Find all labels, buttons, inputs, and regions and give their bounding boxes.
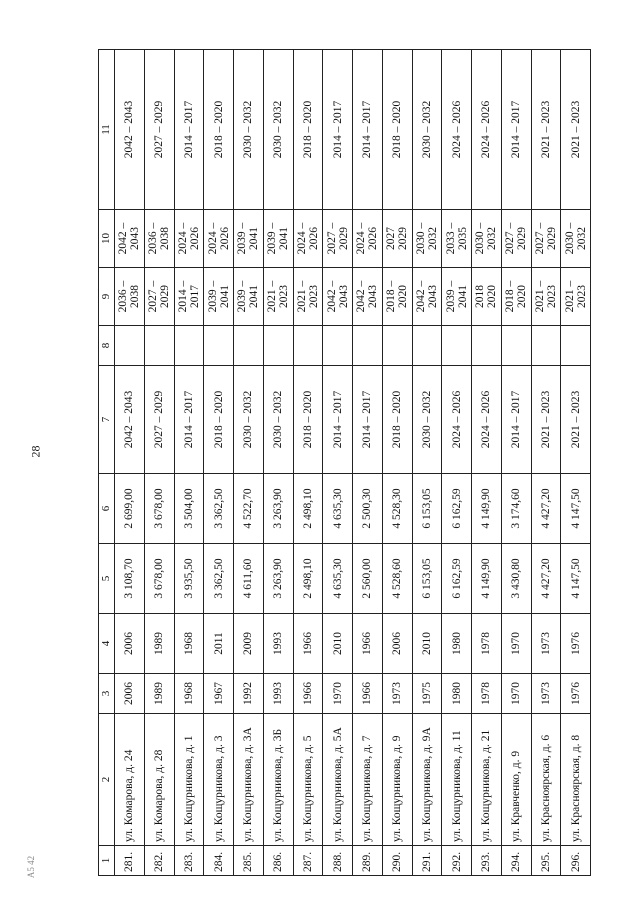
living-area-cell: 3 362,50 <box>204 474 234 544</box>
year-built-cell: 1975 <box>412 674 442 714</box>
living-area-cell: 4 149,90 <box>472 474 502 544</box>
total-area-cell: 3 362,50 <box>204 544 234 614</box>
total-area-cell: 2 498,10 <box>293 544 323 614</box>
period-9-cell <box>204 268 234 326</box>
period-10-cell <box>204 210 234 268</box>
period-9-cell <box>501 268 531 326</box>
year-built-cell: 1980 <box>442 674 472 714</box>
total-area-cell: 3 108,70 <box>115 544 145 614</box>
column-8-cell <box>293 326 323 366</box>
total-area-cell: 3 263,90 <box>263 544 293 614</box>
living-area-cell: 3 678,00 <box>144 474 174 544</box>
address-cell: ул. Кощурникова, д. 21 <box>472 714 502 846</box>
period-line: 2039 – <box>236 222 249 255</box>
column-header-5: 5 <box>99 544 115 614</box>
period-line: 2029 <box>545 227 558 250</box>
period-line: 2043 <box>426 285 439 308</box>
final-period-cell: 2018 – 2020 <box>204 50 234 210</box>
period-line: 2035 <box>456 227 469 250</box>
column-8-cell <box>353 326 383 366</box>
period-line: 2018 <box>474 285 487 308</box>
total-area-cell: 6 162,59 <box>442 544 472 614</box>
address-cell: ул. Кощурникова, д. 11 <box>442 714 472 846</box>
column-header-4: 4 <box>99 614 115 674</box>
final-period-cell: 2030 – 2032 <box>263 50 293 210</box>
period-line: 2029 <box>516 227 529 250</box>
period-9-cell <box>531 268 561 326</box>
period-10-cell <box>501 210 531 268</box>
table-row <box>263 50 293 876</box>
period-line: 2042 – <box>355 280 368 313</box>
period-line: 2024 – <box>206 222 219 255</box>
final-period-cell: 2021 – 2023 <box>531 50 561 210</box>
period-line: 2027 – <box>325 222 338 255</box>
row-number-cell: 291. <box>412 846 442 876</box>
period-line: 2030 – <box>563 222 576 255</box>
header-row <box>99 50 115 876</box>
year-built-cell: 1968 <box>174 674 204 714</box>
living-area-cell: 2 498,10 <box>293 474 323 544</box>
column-8-cell <box>115 326 145 366</box>
repair-period-cell: 2024 – 2026 <box>472 366 502 474</box>
row-number-cell: 290. <box>382 846 412 876</box>
year-cell: 2010 <box>412 614 442 674</box>
living-area-cell: 2 699,00 <box>115 474 145 544</box>
period-line: 2032 <box>575 227 588 250</box>
table-row <box>115 50 145 876</box>
address-cell: ул. Кощурникова, д. 5А <box>323 714 353 846</box>
period-10-cell <box>353 210 383 268</box>
period-line: 2023 <box>545 285 558 308</box>
year-built-cell: 1976 <box>561 674 591 714</box>
final-period-cell: 2018 – 2020 <box>382 50 412 210</box>
total-area-cell: 4 635,30 <box>323 544 353 614</box>
table-row <box>174 50 204 876</box>
period-line: 2041 <box>248 285 261 308</box>
period-line: 2036 – <box>147 222 160 255</box>
year-built-cell: 1989 <box>144 674 174 714</box>
year-cell: 1966 <box>293 614 323 674</box>
year-built-cell: 1970 <box>323 674 353 714</box>
address-cell: ул. Кощурникова, д. 9 <box>382 714 412 846</box>
column-8-cell <box>531 326 561 366</box>
repair-period-cell: 2018 – 2020 <box>382 366 412 474</box>
period-line: 2029 <box>337 227 350 250</box>
row-number-cell: 286. <box>263 846 293 876</box>
period-line: 2033 – <box>444 222 457 255</box>
total-area-cell: 3 935,50 <box>174 544 204 614</box>
period-9-cell <box>144 268 174 326</box>
column-8-cell <box>472 326 502 366</box>
period-9-cell <box>382 268 412 326</box>
table-row <box>531 50 561 876</box>
year-cell: 2010 <box>323 614 353 674</box>
period-line: 2029 <box>159 285 172 308</box>
table-row <box>293 50 323 876</box>
column-header-2: 2 <box>99 714 115 846</box>
period-line: 2038 <box>159 227 172 250</box>
period-line: 2043 <box>337 285 350 308</box>
row-number-cell: 293. <box>472 846 502 876</box>
column-header-10: 10 <box>99 210 115 268</box>
total-area-cell: 4 147,50 <box>561 544 591 614</box>
total-area-cell: 4 149,90 <box>472 544 502 614</box>
year-built-cell: 1973 <box>531 674 561 714</box>
final-period-cell: 2014 – 2017 <box>323 50 353 210</box>
column-header-7: 7 <box>99 366 115 474</box>
page-number: 28 <box>28 445 43 458</box>
period-9-cell <box>412 268 442 326</box>
corner-mark: A5 42 <box>26 855 37 879</box>
column-header-11: 11 <box>99 50 115 210</box>
repair-period-cell: 2042 – 2043 <box>115 366 145 474</box>
repair-period-cell: 2018 – 2020 <box>293 366 323 474</box>
total-area-cell: 4 528,60 <box>382 544 412 614</box>
period-line: 2021 – <box>266 280 279 313</box>
table-row <box>234 50 264 876</box>
address-cell: ул. Кощурникова, д. 3 <box>204 714 234 846</box>
table-row <box>353 50 383 876</box>
final-period-cell: 2018 – 2020 <box>293 50 323 210</box>
period-line: 2023 <box>278 285 291 308</box>
period-line: 2020 <box>397 285 410 308</box>
address-cell: ул. Кравченко, д. 9 <box>501 714 531 846</box>
period-line: 2020 <box>486 285 499 308</box>
repair-period-cell: 2014 – 2017 <box>353 366 383 474</box>
repair-period-cell: 2014 – 2017 <box>501 366 531 474</box>
column-header-6: 6 <box>99 474 115 544</box>
year-built-cell: 1966 <box>353 674 383 714</box>
period-line: 2023 <box>575 285 588 308</box>
final-period-cell: 2014 – 2017 <box>353 50 383 210</box>
table-row <box>412 50 442 876</box>
row-number-cell: 282. <box>144 846 174 876</box>
period-line: 2042 – <box>414 280 427 313</box>
living-area-cell: 2 500,30 <box>353 474 383 544</box>
period-10-cell <box>472 210 502 268</box>
year-cell: 1976 <box>561 614 591 674</box>
row-number-cell: 283. <box>174 846 204 876</box>
final-period-cell: 2027 – 2029 <box>144 50 174 210</box>
year-cell: 1989 <box>144 614 174 674</box>
period-line: 2039 – <box>206 280 219 313</box>
repair-period-cell: 2021 – 2023 <box>561 366 591 474</box>
period-line: 2041 <box>278 227 291 250</box>
year-cell: 2006 <box>115 614 145 674</box>
table-row <box>472 50 502 876</box>
living-area-cell: 4 522,70 <box>234 474 264 544</box>
final-period-cell: 2021 – 2023 <box>561 50 591 210</box>
period-line: 2021 – <box>563 280 576 313</box>
living-area-cell: 4 528,30 <box>382 474 412 544</box>
row-number-cell: 294. <box>501 846 531 876</box>
period-line: 2024 – <box>295 222 308 255</box>
final-period-cell: 2024 – 2026 <box>472 50 502 210</box>
row-number-cell: 292. <box>442 846 472 876</box>
period-line: 2041 <box>218 285 231 308</box>
column-header-3: 3 <box>99 674 115 714</box>
repair-period-cell: 2027 – 2029 <box>144 366 174 474</box>
address-cell: ул. Кощурникова, д. 3А <box>234 714 264 846</box>
period-line: 2026 <box>188 227 201 250</box>
final-period-cell: 2014 – 2017 <box>174 50 204 210</box>
period-line: 2018 – <box>385 280 398 313</box>
final-period-cell: 2024 – 2026 <box>442 50 472 210</box>
living-area-cell: 4 635,30 <box>323 474 353 544</box>
column-8-cell <box>501 326 531 366</box>
year-built-cell: 1993 <box>263 674 293 714</box>
living-area-cell: 6 162,59 <box>442 474 472 544</box>
period-9-cell <box>293 268 323 326</box>
period-line: 2041 <box>248 227 261 250</box>
period-line: 2032 <box>426 227 439 250</box>
repair-period-cell: 2014 – 2017 <box>174 366 204 474</box>
table-row <box>323 50 353 876</box>
year-built-cell: 1973 <box>382 674 412 714</box>
column-header-8: 8 <box>99 326 115 366</box>
living-area-cell: 6 153,05 <box>412 474 442 544</box>
period-9-cell <box>263 268 293 326</box>
period-9-cell <box>115 268 145 326</box>
table-row <box>382 50 412 876</box>
address-cell: ул. Комарова, д. 24 <box>115 714 145 846</box>
address-cell: ул. Кощурникова, д. 9А <box>412 714 442 846</box>
period-10-cell <box>382 210 412 268</box>
period-line: 2038 <box>129 285 142 308</box>
column-8-cell <box>442 326 472 366</box>
period-line: 2043 <box>129 227 142 250</box>
total-area-cell: 3 678,00 <box>144 544 174 614</box>
year-cell: 1993 <box>263 614 293 674</box>
repair-period-cell: 2021 – 2023 <box>531 366 561 474</box>
row-number-cell: 287. <box>293 846 323 876</box>
year-cell: 1966 <box>353 614 383 674</box>
period-line: 2021 – <box>295 280 308 313</box>
period-9-cell <box>353 268 383 326</box>
year-built-cell: 1992 <box>234 674 264 714</box>
period-line: 2039 – <box>444 280 457 313</box>
row-number-cell: 285. <box>234 846 264 876</box>
period-line: 2024 – <box>176 222 189 255</box>
year-cell: 1973 <box>531 614 561 674</box>
period-line: 2026 <box>367 227 380 250</box>
address-cell: ул. Кощурникова, д. 3Б <box>263 714 293 846</box>
living-area-cell: 3 263,90 <box>263 474 293 544</box>
repair-period-cell: 2024 – 2026 <box>442 366 472 474</box>
row-number-cell: 281. <box>115 846 145 876</box>
period-10-cell <box>442 210 472 268</box>
total-area-cell: 2 560,00 <box>353 544 383 614</box>
repair-period-cell: 2014 – 2017 <box>323 366 353 474</box>
address-cell: ул. Кощурникова, д. 1 <box>174 714 204 846</box>
period-line: 2018 – <box>504 280 517 313</box>
column-8-cell <box>174 326 204 366</box>
final-period-cell: 2030 – 2032 <box>412 50 442 210</box>
year-cell: 1970 <box>501 614 531 674</box>
column-header-1: 1 <box>99 846 115 876</box>
period-9-cell <box>442 268 472 326</box>
period-10-cell <box>115 210 145 268</box>
period-line: 2036 – <box>117 280 130 313</box>
period-line: 2042 – <box>117 222 130 255</box>
period-line: 2027 – <box>147 280 160 313</box>
period-line: 2023 <box>307 285 320 308</box>
period-10-cell <box>174 210 204 268</box>
period-line: 2026 <box>307 227 320 250</box>
column-8-cell <box>204 326 234 366</box>
period-line: 2017 <box>188 285 201 308</box>
final-period-cell: 2042 – 2043 <box>115 50 145 210</box>
table-row <box>204 50 234 876</box>
column-8-cell <box>263 326 293 366</box>
rotated-table-frame <box>98 50 591 876</box>
row-number-cell: 296. <box>561 846 591 876</box>
table-row <box>442 50 472 876</box>
total-area-cell: 4 611,60 <box>234 544 264 614</box>
period-9-cell <box>234 268 264 326</box>
address-cell: ул. Красноярская, д. 6 <box>531 714 561 846</box>
year-cell: 2011 <box>204 614 234 674</box>
period-10-cell <box>144 210 174 268</box>
address-cell: ул. Кощурникова, д. 7 <box>353 714 383 846</box>
repair-period-cell: 2018 – 2020 <box>204 366 234 474</box>
period-line: 2027 – <box>533 222 546 255</box>
year-built-cell: 1967 <box>204 674 234 714</box>
period-10-cell <box>412 210 442 268</box>
period-10-cell <box>263 210 293 268</box>
column-8-cell <box>323 326 353 366</box>
period-line: 2039 – <box>266 222 279 255</box>
total-area-cell: 6 153,05 <box>412 544 442 614</box>
row-number-cell: 295. <box>531 846 561 876</box>
period-line: 2029 <box>397 227 410 250</box>
period-10-cell <box>293 210 323 268</box>
repair-period-cell: 2030 – 2032 <box>234 366 264 474</box>
period-line: 2032 <box>486 227 499 250</box>
year-built-cell: 1970 <box>501 674 531 714</box>
table-row <box>501 50 531 876</box>
period-line: 2024 – <box>355 222 368 255</box>
period-line: 2043 <box>367 285 380 308</box>
address-cell: ул. Кощурникова, д. 5 <box>293 714 323 846</box>
address-cell: ул. Красноярская, д. 8 <box>561 714 591 846</box>
year-cell: 2006 <box>382 614 412 674</box>
total-area-cell: 4 427,20 <box>531 544 561 614</box>
period-9-cell <box>561 268 591 326</box>
year-cell: 1968 <box>174 614 204 674</box>
period-line: 2027 – <box>504 222 517 255</box>
period-line: 2039 – <box>236 280 249 313</box>
period-line: 2026 <box>218 227 231 250</box>
table-container <box>98 50 591 876</box>
column-8-cell <box>412 326 442 366</box>
period-line: 2030 – <box>474 222 487 255</box>
row-number-cell: 288. <box>323 846 353 876</box>
final-period-cell: 2030 – 2032 <box>234 50 264 210</box>
address-cell: ул. Комарова, д. 28 <box>144 714 174 846</box>
column-8-cell <box>561 326 591 366</box>
period-10-cell <box>561 210 591 268</box>
column-8-cell <box>382 326 412 366</box>
period-9-cell <box>323 268 353 326</box>
period-line: 2041 <box>456 285 469 308</box>
year-cell: 1978 <box>472 614 502 674</box>
year-cell: 1980 <box>442 614 472 674</box>
column-8-cell <box>144 326 174 366</box>
row-number-cell: 284. <box>204 846 234 876</box>
repair-period-cell: 2030 – 2032 <box>412 366 442 474</box>
period-line: 2042 – <box>325 280 338 313</box>
year-cell: 2009 <box>234 614 264 674</box>
housing-repair-schedule-table <box>98 49 591 876</box>
period-10-cell <box>323 210 353 268</box>
period-9-cell <box>472 268 502 326</box>
period-line: 2027 <box>385 227 398 250</box>
final-period-cell: 2014 – 2017 <box>501 50 531 210</box>
table-row <box>144 50 174 876</box>
living-area-cell: 4 147,50 <box>561 474 591 544</box>
period-9-cell <box>174 268 204 326</box>
table-body <box>115 50 591 876</box>
year-built-cell: 1966 <box>293 674 323 714</box>
period-10-cell <box>531 210 561 268</box>
living-area-cell: 3 174,60 <box>501 474 531 544</box>
living-area-cell: 4 427,20 <box>531 474 561 544</box>
year-built-cell: 1978 <box>472 674 502 714</box>
period-line: 2021 – <box>533 280 546 313</box>
period-line: 2030 – <box>414 222 427 255</box>
table-row <box>561 50 591 876</box>
total-area-cell: 3 430,80 <box>501 544 531 614</box>
period-10-cell <box>234 210 264 268</box>
period-line: 2014 – <box>176 280 189 313</box>
year-built-cell: 2006 <box>115 674 145 714</box>
period-line: 2020 <box>516 285 529 308</box>
column-8-cell <box>234 326 264 366</box>
row-number-cell: 289. <box>353 846 383 876</box>
column-header-9: 9 <box>99 268 115 326</box>
living-area-cell: 3 504,00 <box>174 474 204 544</box>
repair-period-cell: 2030 – 2032 <box>263 366 293 474</box>
